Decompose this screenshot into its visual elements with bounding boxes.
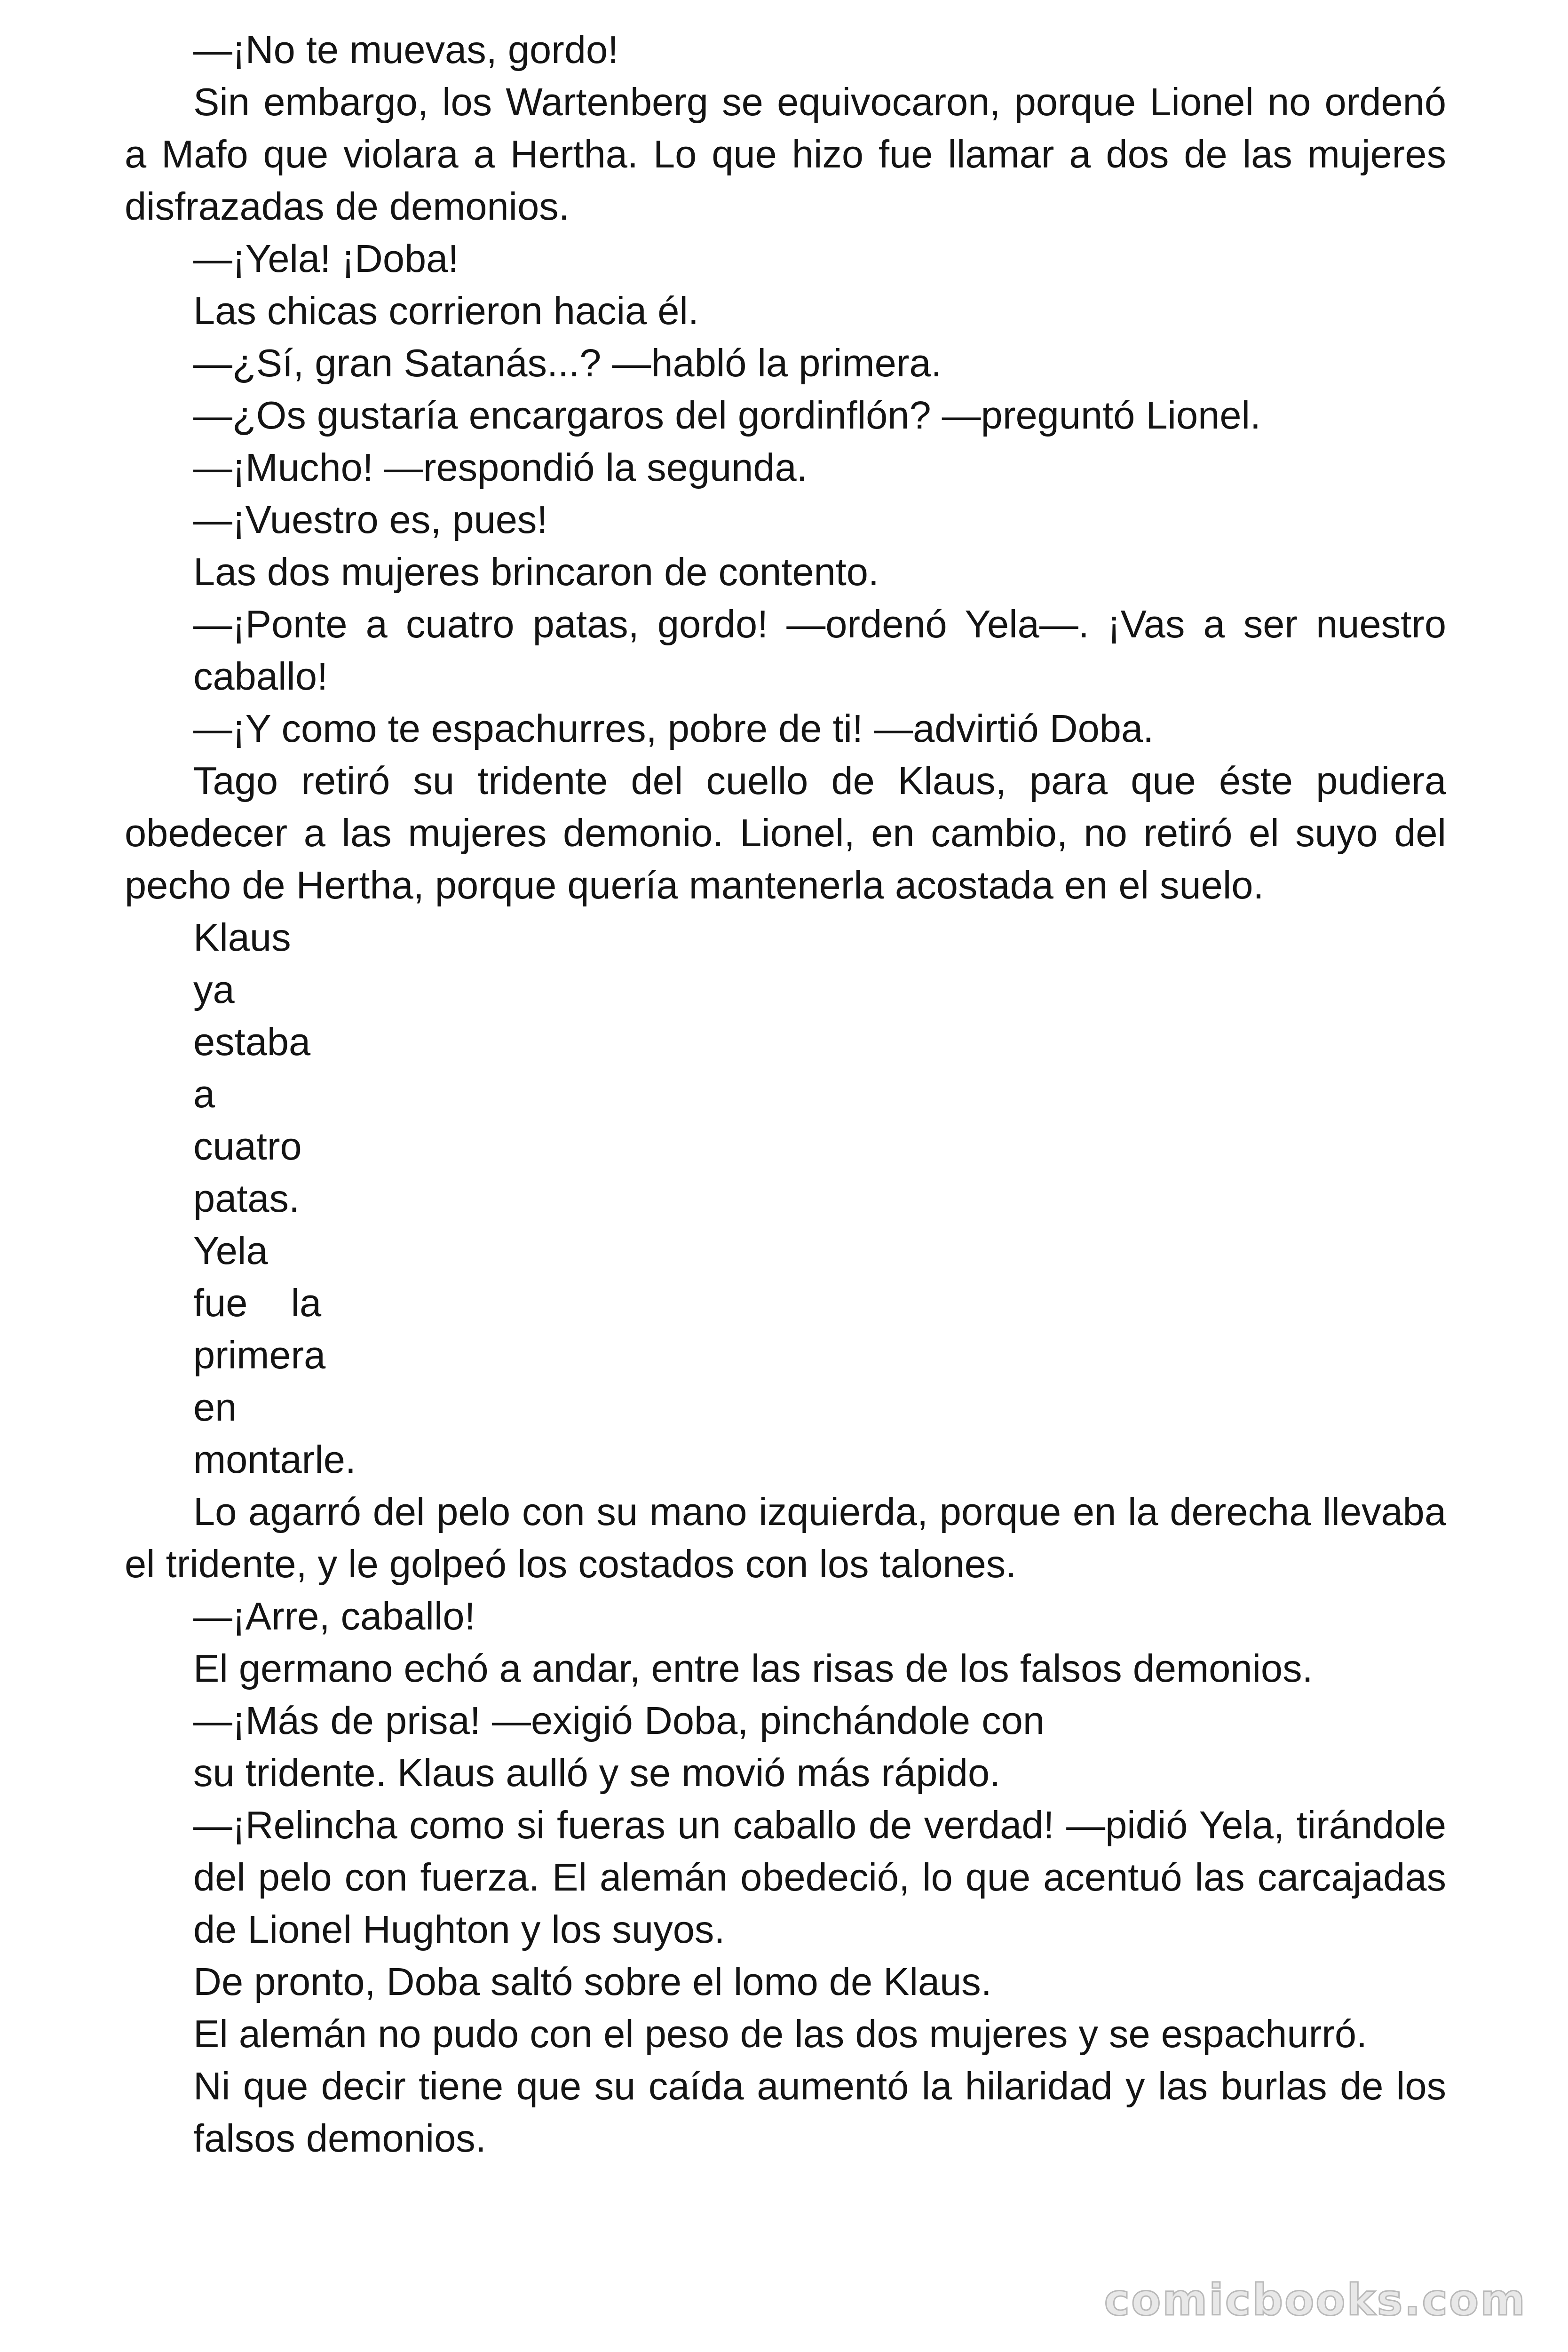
paragraph: —¡Ponte a cuatro patas, gordo! —ordenó Yela—. ¡Vas a ser nuestro caballo! [193, 602, 1446, 698]
paragraph: —¿Os gustaría encargaros del gordinflón? —preguntó Lionel. [193, 393, 1261, 437]
watermark-logo: comicbooks.com [1104, 2275, 1527, 2325]
paragraph: —¡Arre, caballo! [193, 1594, 475, 1638]
paragraph: Las dos mujeres brincaron de contento. [193, 550, 879, 594]
stacked-line: en [193, 1385, 237, 1429]
paragraphs-before [125, 24, 1446, 911]
body-text [125, 24, 1446, 2164]
paragraph: El alemán no pudo con el peso de las dos mujeres y se espachurró. [193, 2012, 1368, 2056]
paragraph: —¡Mucho! —respondió la segunda. [193, 445, 808, 489]
stacked-line: Klaus [193, 915, 291, 959]
paragraph: Ni que decir tiene que su caída aumentó la hilaridad y las burlas de los falsos demonios. [193, 2064, 1446, 2160]
stacked-line: fue la [193, 1281, 322, 1325]
paragraphs-after [125, 1486, 1446, 2164]
stacked-line: cuatro [193, 1124, 302, 1168]
paragraph: De pronto, Doba saltó sobre el lomo de Klaus. [193, 1960, 992, 2003]
paragraph: —¿Sí, gran Satanás...? —habló la primera. [193, 341, 942, 385]
paragraph: Las chicas corrieron hacia él. [193, 289, 699, 333]
paragraph: —¡Relincha como si fueras un caballo de verdad! —pidió Yela, tirándole del pelo con fuerza. El alemán obedeció, lo que acentuó las carcajadas de Lionel Hughton y los suyos. [193, 1803, 1446, 1951]
paragraph: —¡No te muevas, gordo! [193, 28, 619, 72]
stacked-line: ya [193, 968, 235, 1011]
stacked-line: montarle. [193, 1438, 356, 1481]
stacked-line: estaba [193, 1020, 311, 1064]
paragraph: Tago retiró su tridente del cuello de Klaus, para que éste pudiera obedecer a las mujeres demonio. Lionel, en cambio, no retiró el suyo del pecho de Hertha, porque quería mantenerla acostada en el suelo. [125, 759, 1446, 907]
paragraph: —¡Yela! ¡Doba! [193, 237, 459, 280]
paragraph: El germano echó a andar, entre las risas de los falsos demonios. [193, 1646, 1313, 1690]
stacked-word-lines [125, 911, 1446, 1486]
paragraph: —¡Vuestro es, pues! [193, 498, 548, 541]
stacked-line: patas. [193, 1176, 300, 1220]
stacked-line: Yela [193, 1229, 268, 1272]
paragraph: Lo agarró del pelo con su mano izquierda, porque en la derecha llevaba el tridente, y le golpeó los costados con los talones. [125, 1490, 1446, 1586]
stacked-line: a [193, 1072, 215, 1116]
paragraph: Sin embargo, los Wartenberg se equivocaron, porque Lionel no ordenó a Mafo que violara a Hertha. Lo que hizo fue llamar a dos de las mujeres disfrazadas de demonios. [125, 80, 1446, 228]
paragraph: —¡Más de prisa! —exigió Doba, pinchándole con su tridente. Klaus aulló y se movió más rápido. [193, 1699, 1045, 1795]
stacked-line: primera [193, 1333, 326, 1377]
paragraph: —¡Y como te espachurres, pobre de ti! —advirtió Doba. [193, 707, 1154, 750]
